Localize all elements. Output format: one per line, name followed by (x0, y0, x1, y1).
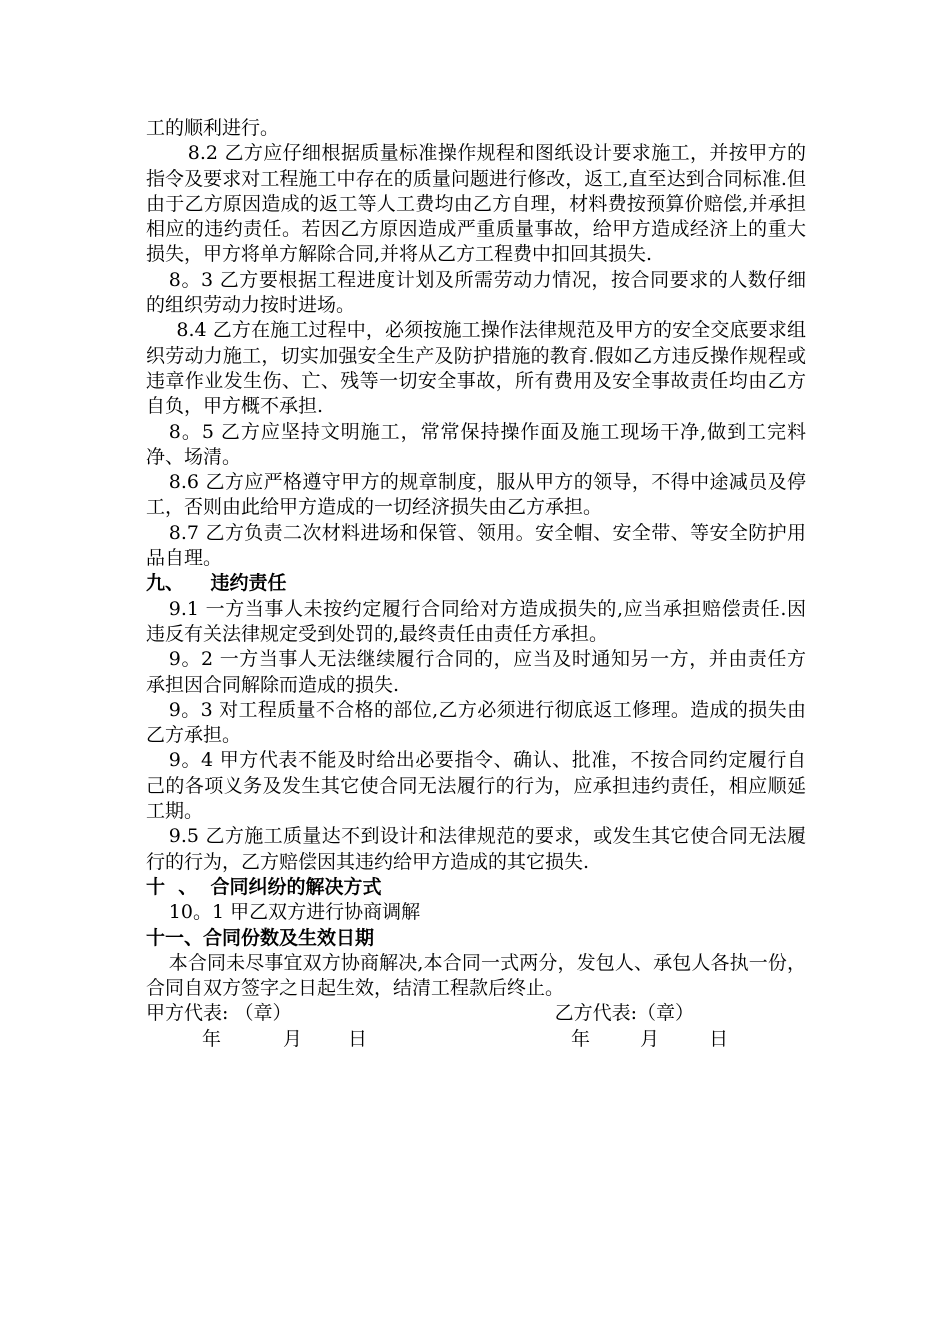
date-row (146, 1027, 806, 1052)
contract-page (146, 116, 806, 1052)
section-heading-9: 九、 违约责任 (146, 572, 287, 595)
clause-9-3: 9。3 对工程质量不合格的部位,乙方必须进行彻底返工修理。造成的损失由乙方承担。 (146, 698, 806, 747)
party-b-date-year: 年 (571, 1027, 591, 1050)
party-a-date-month: 月 (283, 1027, 303, 1050)
clause-9-4: 9。4 甲方代表不能及时给出必要指令、确认、批准，不按合同约定履行自己的各项义务及发生其它使合同无法履行的行为，应承担违约责任，相应顺延工期。 (146, 749, 806, 823)
clause-9-2: 9。2 一方当事人无法继续履行合同的，应当及时通知另一方，并由责任方承担因合同解除而造成的损失. (146, 648, 806, 696)
section-heading-11: 十一、合同份数及生效日期 (146, 926, 375, 949)
clause-8-6: 8.6 乙方应严格遵守甲方的规章制度，服从甲方的领导，不得中途减员及停工，否则由此给甲方造成的一切经济损失由乙方承担。 (146, 471, 806, 519)
party-a-signature-label: 甲方代表: （章） (146, 1002, 292, 1025)
clause-9-5: 9.5 乙方施工质量达不到设计和法律规范的要求，或发生其它使合同无法履行的行为，乙方赔偿因其违约给甲方造成的其它损失. (146, 825, 806, 873)
clause-10-1: 10。1 甲乙双方进行协商调解 (168, 901, 421, 924)
clause-8-5: 8。5 乙方应坚持文明施工，常常保持操作面及施工现场干净,做到工完料净、场清。 (146, 420, 806, 468)
party-b-date-month: 月 (640, 1027, 660, 1050)
section-heading-10: 十 、 合同纠纷的解决方式 (146, 875, 382, 898)
clause-8-4: 8.4 乙方在施工过程中，必须按施工操作法律规范及甲方的安全交底要求组织劳动力施工，切实加强安全生产及防护措施的教育.假如乙方违反操作规程或违章作业发生伤、亡、残等一切安全事故，所有费用及安全事故责任均由乙方自负，甲方概不承担. (146, 319, 806, 418)
clause-11: 本合同未尽事宜双方协商解决,本合同一式两分，发包人、承包人各执一份，合同自双方签字之日起生效，结清工程款后终止。 (146, 951, 806, 1000)
clause-8-3: 8。3 乙方要根据工程进度计划及所需劳动力情况，按合同要求的人数仔细的组织劳动力按时进场。 (146, 268, 806, 317)
party-b-signature-label: 乙方代表:（章） (554, 1002, 694, 1025)
clause-9-1: 9.1 一方当事人未按约定履行合同给对方造成损失的,应当承担赔偿责任.因违反有关法律规定受到处罚的,最终责任由责任方承担。 (146, 597, 806, 645)
signature-row (146, 1001, 694, 1026)
party-a-date-year: 年 (202, 1027, 222, 1050)
clause-8-7: 8.7 乙方负责二次材料进场和保管、领用。安全帽、安全带、等安全防护用品自理。 (146, 521, 806, 570)
party-b-date-day: 日 (709, 1027, 729, 1050)
paragraph-continuation: 工的顺利进行。 (146, 117, 280, 139)
party-a-date-day: 日 (348, 1027, 368, 1050)
clause-8-2: 8.2 乙方应仔细根据质量标准操作规程和图纸设计要求施工，并按甲方的指令及要求对工程施工中存在的质量问题进行修改，返工,直至达到合同标准.但由于乙方原因造成的返工等人工费均由乙方自理，材料费按预算价赔偿,并承担相应的违约责任。若因乙方原因造成严重质量事故，给甲方造成经济上的重大损失，甲方将单方解除合同,并将从乙方工程费中扣回其损失. (146, 142, 806, 266)
